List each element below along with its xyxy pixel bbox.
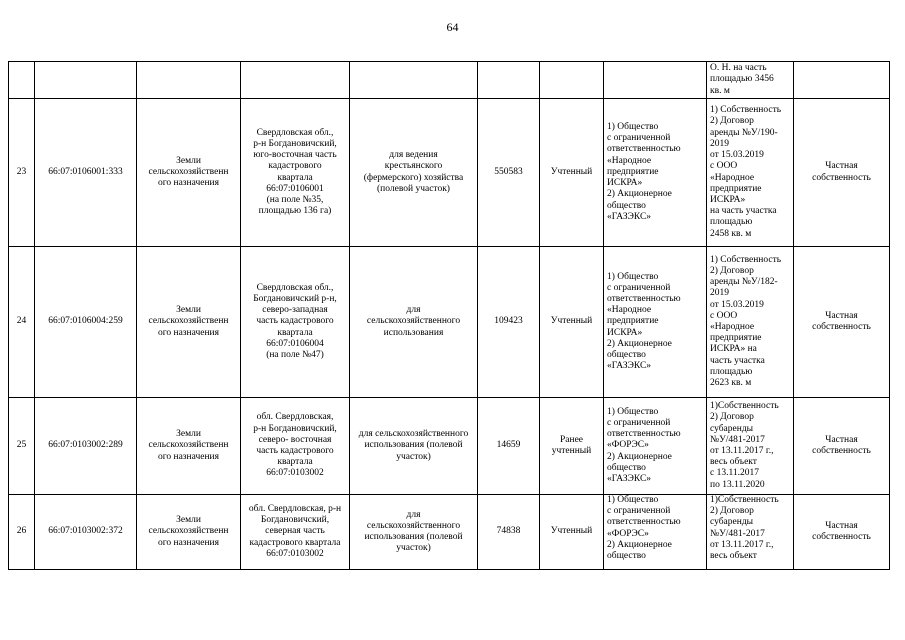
area: 550583	[478, 99, 540, 247]
area: 14659	[478, 398, 540, 495]
right-holders: 1) Общество с ограниченной ответственностью «ФОРЭС» 2) Акционерное общество «ГАЗЭКС»	[604, 398, 707, 495]
continuation-rights-cell: О. Н. на часть площадью 3456 кв. м	[707, 62, 794, 99]
table-row	[9, 495, 890, 570]
permitted-use: для ведения крестьянского (фермерского) хозяйства (полевой участок)	[350, 99, 478, 247]
status: Учтенный	[540, 99, 604, 247]
row-number: 23	[9, 99, 35, 247]
cadastral-number: 66:07:0106004:259	[35, 247, 137, 398]
cadastral-number: 66:07:0106001:333	[35, 99, 137, 247]
ownership-type: Частная собственность	[794, 247, 890, 398]
table-row	[9, 99, 890, 247]
row-number: 26	[9, 495, 35, 570]
cell-empty	[604, 62, 707, 99]
status: Учтенный	[540, 495, 604, 570]
cell-empty	[350, 62, 478, 99]
area: 74838	[478, 495, 540, 570]
land-category: Земли сельскохозяйственн ого назначения	[137, 398, 241, 495]
right-holders: 1) Общество с ограниченной ответственностью «Народное предприятие ИСКРА» 2) Акционерное общество «ГАЗЭКС»	[604, 247, 707, 398]
page-number: 64	[446, 20, 459, 34]
land-category: Земли сельскохозяйственн ого назначения	[137, 495, 241, 570]
status: Учтенный	[540, 247, 604, 398]
row-number: 25	[9, 398, 35, 495]
cell-empty	[794, 62, 890, 99]
table-row	[9, 398, 890, 495]
right-holders: 1) Общество с ограниченной ответственностью «ФОРЭС» 2) Акционерное общество	[604, 495, 707, 570]
ownership-type: Частная собственность	[794, 495, 890, 570]
ownership-type: Частная собственность	[794, 99, 890, 247]
location: Свердловская обл., р-н Богдановичский, юго-восточная часть кадастрового квартала 66:07:0106001 (на поле №35, площадью 136 га)	[241, 99, 350, 247]
cell-empty	[9, 62, 35, 99]
table-row	[9, 247, 890, 398]
location: Свердловская обл., Богдановичский р-н, северо-западная часть кадастрового квартала 66:07:0106004 (на поле №47)	[241, 247, 350, 398]
cell-empty	[540, 62, 604, 99]
cell-empty	[35, 62, 137, 99]
row-number: 24	[9, 247, 35, 398]
location: обл. Свердловская, р-н Богдановичский, северо- восточная часть кадастрового квартала 66:07:0103002	[241, 398, 350, 495]
status: Ранее учтенный	[540, 398, 604, 495]
land-category: Земли сельскохозяйственн ого назначения	[137, 247, 241, 398]
location: обл. Свердловская, р-н Богдановичский, северная часть кадастрового квартала 66:07:0103002	[241, 495, 350, 570]
cell-empty	[137, 62, 241, 99]
land-category: Земли сельскохозяйственн ого назначения	[137, 99, 241, 247]
rights: 1) Собственность 2) Договор аренды №У/182- 2019 от 15.03.2019 с ООО «Народное предприятие ИСКРА» на часть участка площадью 2623 кв. м	[707, 247, 794, 398]
permitted-use: для сельскохозяйственного использования (полевой участок)	[350, 398, 478, 495]
land-plots-table	[8, 61, 890, 570]
cadastral-number: 66:07:0103002:372	[35, 495, 137, 570]
right-holders: 1) Общество с ограниченной ответственностью «Народное предприятие ИСКРА» 2) Акционерное общество «ГАЗЭКС»	[604, 99, 707, 247]
rights: 1)Собственность 2) Договор субаренды №У/481-2017 от 13.11.2017 г., весь объект с 13.11.2017 по 13.11.2020	[707, 398, 794, 495]
cell-empty	[478, 62, 540, 99]
area: 109423	[478, 247, 540, 398]
cadastral-number: 66:07:0103002:289	[35, 398, 137, 495]
permitted-use: для сельскохозяйственного использования	[350, 247, 478, 398]
ownership-type: Частная собственность	[794, 398, 890, 495]
rights: 1)Собственность 2) Договор субаренды №У/481-2017 от 13.11.2017 г., весь объект	[707, 495, 794, 570]
continuation-row	[9, 62, 890, 99]
permitted-use: для сельскохозяйственного использования (полевой участок)	[350, 495, 478, 570]
cell-empty	[241, 62, 350, 99]
rights: 1) Собственность 2) Договор аренды №У/190- 2019 от 15.03.2019 с ООО «Народное предприятие ИСКРА» на часть участка площадью 2458 кв. м	[707, 99, 794, 247]
